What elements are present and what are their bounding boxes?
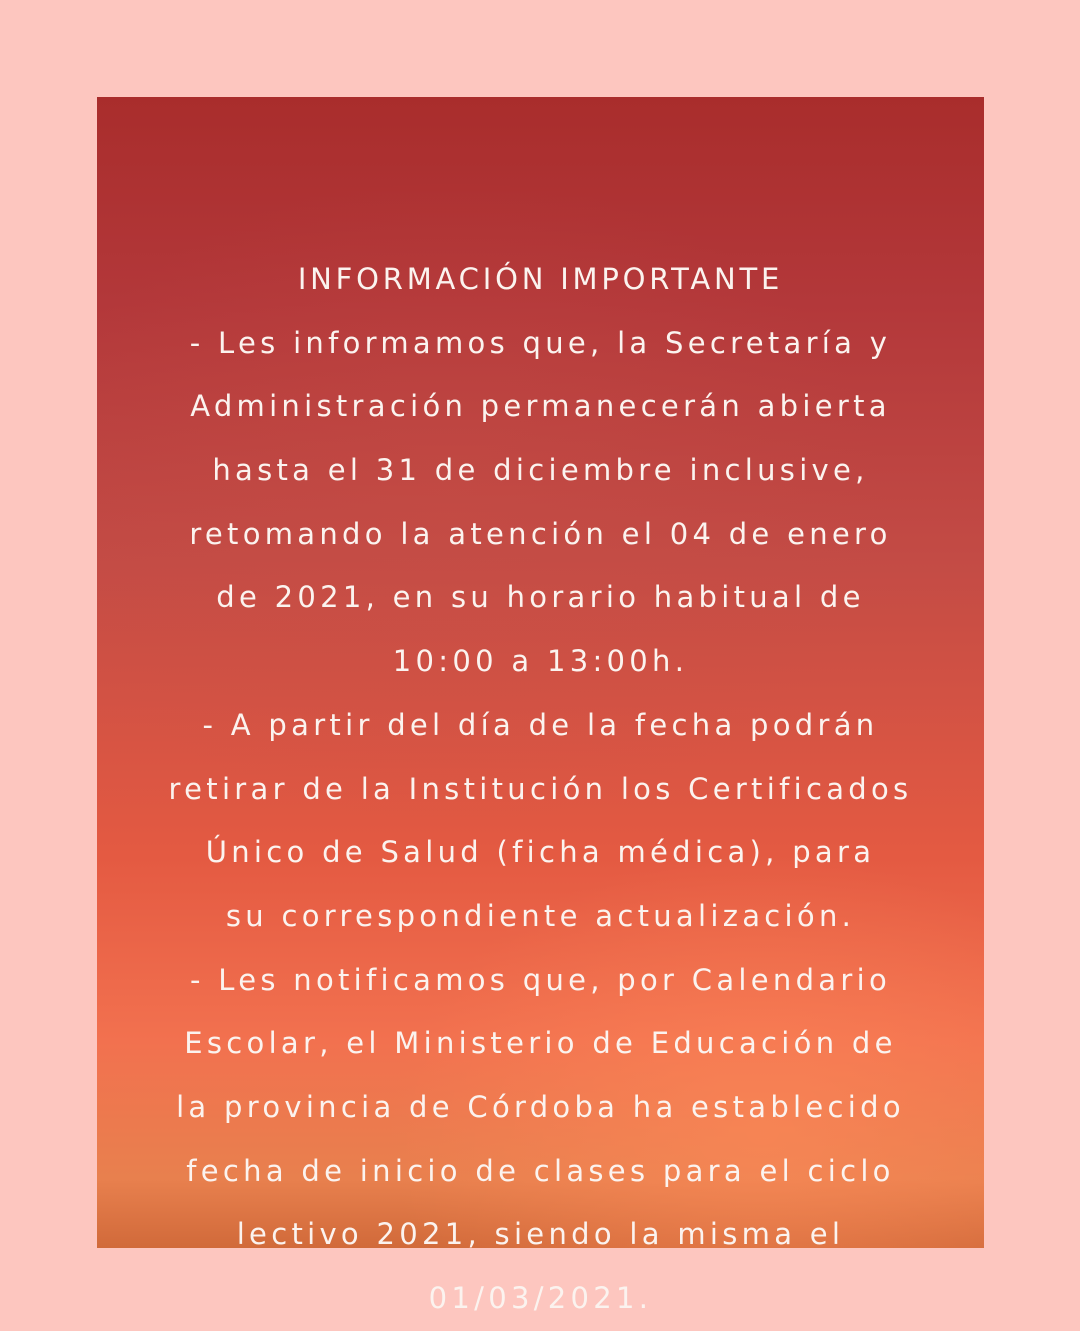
- notice-line: la provincia de Córdoba ha establecido: [176, 1089, 905, 1124]
- notice-line: 10:00 a 13:00h.: [392, 644, 689, 679]
- notice-title: INFORMACIÓN IMPORTANTE: [297, 262, 784, 296]
- notice-line: - Les informamos que, la Secretaría y: [189, 325, 892, 360]
- notice-line: 01/03/2021.: [428, 1281, 653, 1315]
- notice-line: retomando la atención el 04 de enero: [189, 516, 892, 551]
- notice-line: - Les notificamos que, por Calendario: [189, 962, 891, 997]
- notice-line: su correspondiente actualización.: [225, 898, 856, 933]
- notice-text: [97, 248, 984, 1331]
- notice-card: [97, 97, 984, 1315]
- notice-line: hasta el 31 de diciembre inclusive,: [212, 453, 869, 488]
- notice-line: Escolar, el Ministerio de Educación de: [184, 1026, 897, 1061]
- notice-line: fecha de inicio de clases para el ciclo: [186, 1153, 895, 1188]
- notice-line: Único de Salud (ficha médica), para: [205, 835, 876, 870]
- notice-line: retirar de la Institución los Certificados: [168, 771, 913, 806]
- notice-line: de 2021, en su horario habitual de: [216, 580, 865, 615]
- notice-line: Administración permanecerán abierta: [190, 389, 891, 424]
- notice-line: - A partir del día de la fecha podrán: [202, 707, 879, 742]
- notice-line: lectivo 2021, siendo la misma el: [236, 1217, 845, 1252]
